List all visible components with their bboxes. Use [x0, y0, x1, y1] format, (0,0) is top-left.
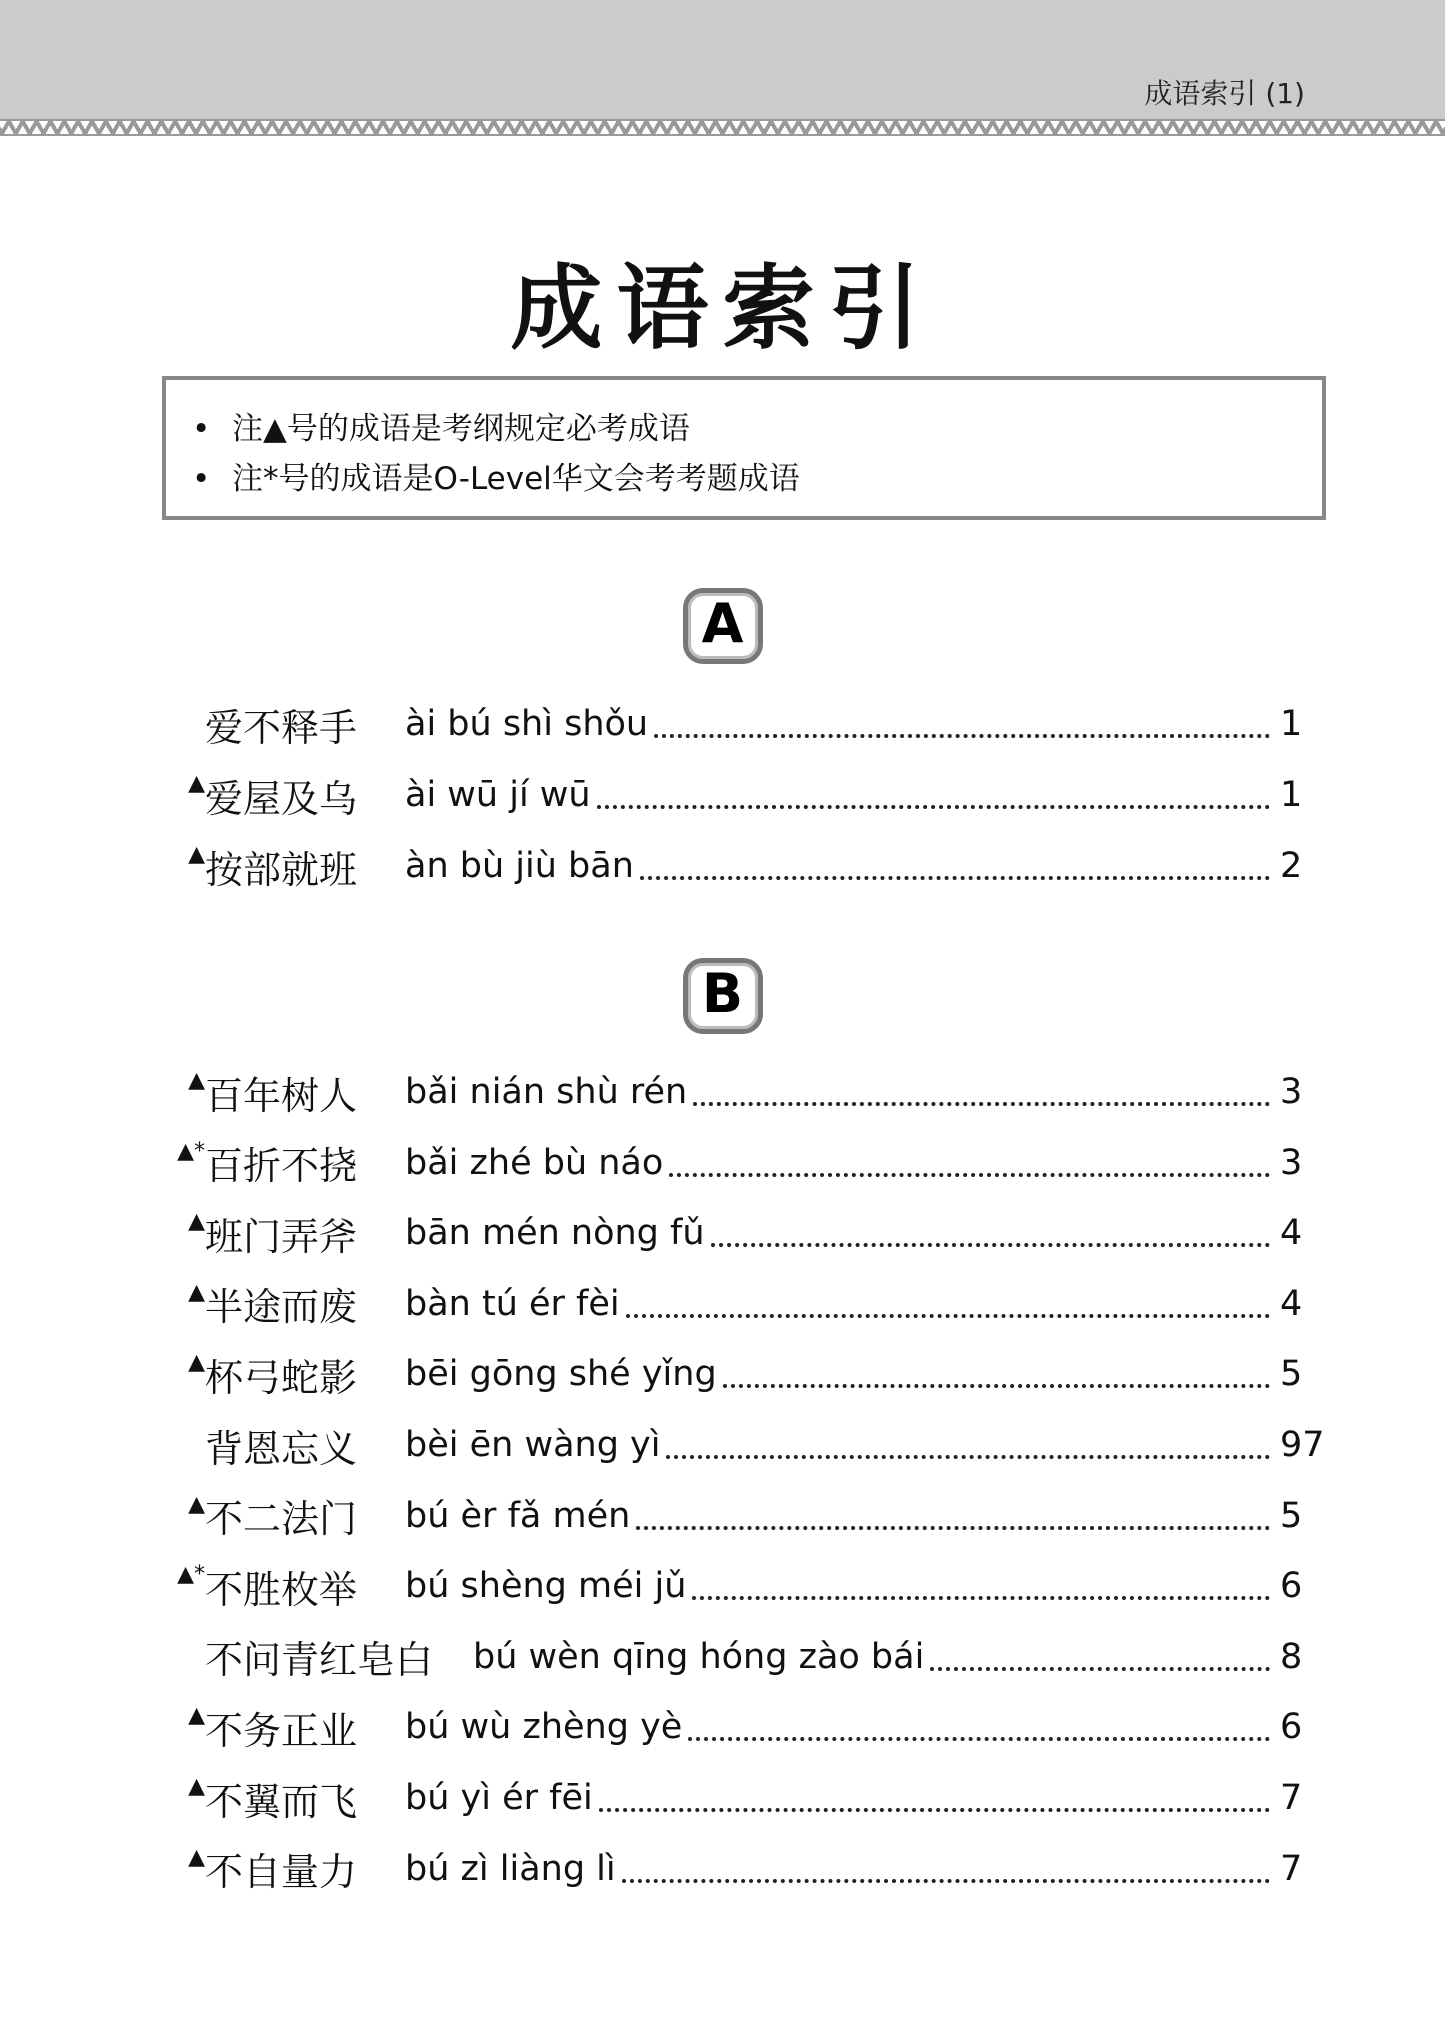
pinyin: bàn tú ér fèi [405, 1283, 620, 1324]
pinyin: bú zì liàng lì [405, 1848, 616, 1889]
legend-text: 注▲号的成语是考纲规定必考成语 [232, 411, 690, 447]
dot-leader [688, 1713, 1270, 1741]
dot-leader [711, 1219, 1270, 1247]
exam-mark: ▲* [177, 1562, 205, 1588]
legend-box [162, 376, 1326, 520]
page-number: 5 [1280, 1354, 1303, 1395]
dot-leader [654, 710, 1270, 738]
idiom: 按部就班 [205, 847, 358, 892]
page-number: 1 [1280, 775, 1303, 815]
page-title: 成语索引 [510, 255, 935, 362]
exam-mark: ▲ [188, 1774, 205, 1799]
section-letter-a [0, 588, 1445, 664]
index-entry[interactable] [160, 1133, 1320, 1193]
exam-mark: ▲ [188, 1703, 205, 1729]
pinyin: bǎi zhé bù náo [405, 1142, 664, 1183]
page-number: 6 [1280, 1566, 1303, 1607]
idiom: 杯弓蛇影 [205, 1355, 358, 1400]
pinyin: ài bú shì shǒu [405, 704, 649, 744]
exam-mark: ▲ [188, 1068, 205, 1093]
idiom: 爱不释手 [205, 705, 358, 750]
index-entry[interactable] [160, 1768, 1320, 1828]
running-title: 成语索引 (1) [1144, 77, 1305, 110]
dot-leader [723, 1360, 1270, 1388]
dot-leader [622, 1855, 1270, 1883]
idiom: 不胜枚举 [205, 1567, 358, 1612]
exam-mark [160, 1415, 205, 1421]
decorative-border [0, 119, 1445, 136]
dot-leader [666, 1431, 1270, 1459]
page-number: 6 [1280, 1707, 1303, 1748]
index-entry[interactable] [160, 1627, 1320, 1687]
section-letter-b [0, 958, 1445, 1034]
page-number: 1 [1280, 704, 1303, 744]
exam-mark: ▲ [188, 1844, 205, 1870]
section-letter-badge: B [683, 958, 763, 1034]
idiom: 不务正业 [205, 1708, 358, 1753]
page-number: 5 [1280, 1495, 1303, 1536]
pinyin: bǎi nián shù rén [405, 1072, 688, 1112]
dot-leader [693, 1078, 1270, 1106]
index-entry[interactable] [160, 1344, 1320, 1404]
idiom: 百年树人 [205, 1073, 358, 1118]
idiom: 背恩忘义 [205, 1426, 358, 1471]
dot-leader [636, 1502, 1270, 1530]
idiom: 不翼而飞 [205, 1779, 358, 1824]
index-entry[interactable] [160, 765, 1320, 825]
page-number: 3 [1280, 1072, 1303, 1112]
idiom: 班门弄斧 [205, 1214, 358, 1259]
legend-note [192, 404, 1322, 454]
index-entry[interactable] [160, 1274, 1320, 1334]
idiom: 不自量力 [205, 1850, 358, 1895]
pinyin: àn bù jiù bān [405, 846, 634, 886]
exam-mark: ▲ [188, 1491, 205, 1517]
pinyin: bēi gōng shé yǐng [405, 1354, 717, 1395]
index-entry[interactable] [160, 1697, 1320, 1757]
idiom: 半途而废 [205, 1285, 358, 1330]
index-entry[interactable] [160, 1556, 1320, 1616]
pinyin: bú wèn qīng hóng zào bái [473, 1636, 925, 1677]
legend-text: 注*号的成语是O-Level华文会考考题成语 [232, 461, 800, 497]
idiom: 爱屋及乌 [205, 776, 358, 821]
idiom: 百折不挠 [205, 1144, 358, 1189]
dot-leader [599, 1784, 1270, 1812]
legend-note [192, 454, 1322, 504]
idiom: 不二法门 [205, 1497, 358, 1542]
page-number: 97 [1280, 1425, 1325, 1465]
pinyin: bān mén nòng fǔ [405, 1213, 705, 1254]
page-number: 8 [1280, 1636, 1303, 1677]
exam-mark [160, 694, 205, 700]
dot-leader [669, 1149, 1270, 1177]
exam-mark: ▲ [188, 1209, 205, 1235]
pinyin: bú shèng méi jǔ [405, 1566, 687, 1607]
index-entry[interactable] [160, 1415, 1325, 1475]
page-number: 4 [1280, 1283, 1303, 1324]
bullet: • [192, 461, 211, 497]
page-number: 7 [1280, 1848, 1303, 1889]
index-entry[interactable] [160, 1486, 1320, 1546]
index-entry[interactable] [160, 1839, 1320, 1899]
page-number: 3 [1280, 1142, 1303, 1183]
index-entry[interactable] [160, 836, 1320, 896]
exam-mark: ▲ [188, 1350, 205, 1376]
idiom: 不问青红皂白 [205, 1638, 434, 1683]
page-number: 4 [1280, 1213, 1303, 1254]
index-entry[interactable] [160, 1203, 1320, 1263]
exam-mark: ▲ [188, 771, 205, 796]
index-entry[interactable] [160, 694, 1320, 754]
exam-mark: ▲ [188, 842, 205, 867]
exam-mark: ▲ [188, 1279, 205, 1305]
page-number: 7 [1280, 1778, 1303, 1818]
dot-leader [597, 781, 1270, 809]
exam-mark [160, 1627, 205, 1633]
pinyin: bú wù zhèng yè [405, 1707, 683, 1748]
exam-mark: ▲* [177, 1138, 205, 1164]
section-letter-badge: A [683, 588, 763, 664]
dot-leader [640, 852, 1270, 880]
page-number: 2 [1280, 846, 1303, 886]
pinyin: ài wū jí wū [405, 775, 591, 815]
dot-leader [626, 1290, 1270, 1318]
bullet: • [192, 411, 211, 447]
pinyin: bú yì ér fēi [405, 1778, 593, 1818]
pinyin: bú èr fǎ mén [405, 1495, 631, 1536]
dot-leader [930, 1643, 1270, 1671]
index-entry[interactable] [160, 1062, 1320, 1122]
pinyin: bèi ēn wàng yì [405, 1425, 661, 1465]
dot-leader [692, 1572, 1270, 1600]
